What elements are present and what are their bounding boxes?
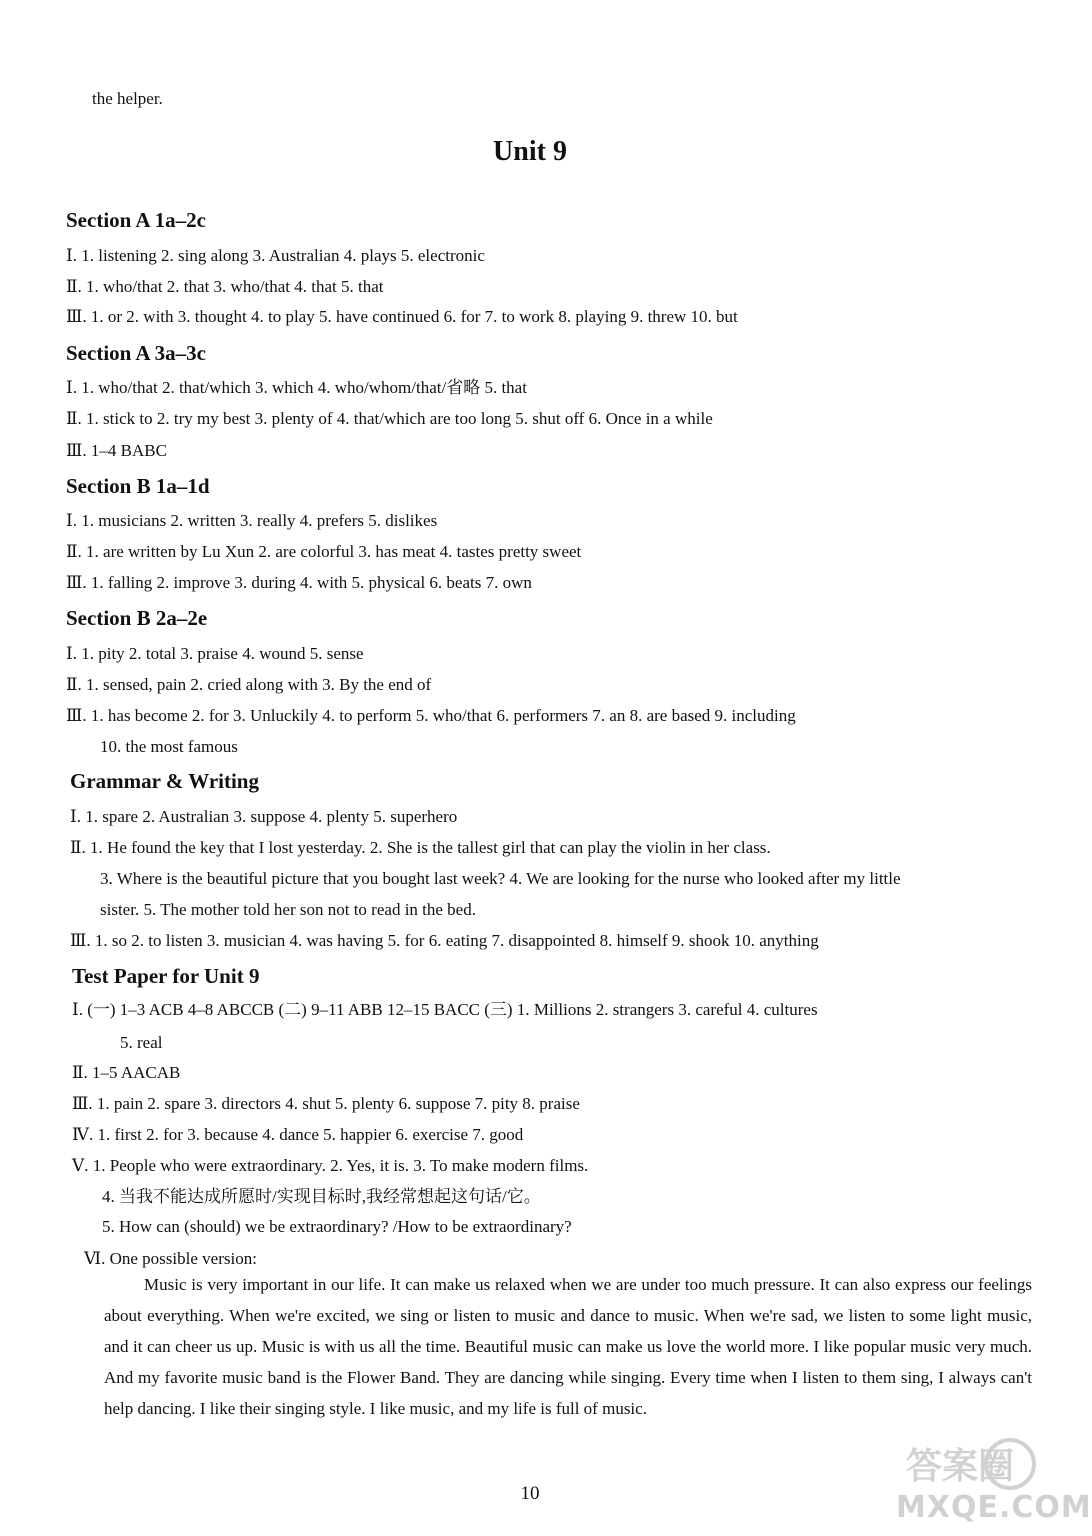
unit-title: Unit 9 (493, 136, 567, 167)
sample-essay: Music is very important in our life. It can make us relaxed when we are under too much pressure. It can also express our feelings about everything. When we're excited, we sing or listen to music and dance to music. When we're sad, we listen to some light music, and it can cheer us up. Music is with us all the time. Beautiful music can make us love the world more. I like popular music very much. And my favorite music band is the Flower Band. They are dancing while singing. Every time when I listen to them sing, I always can't help dancing. I like their singing style. I like music, and my life is full of music. (104, 1275, 1032, 1418)
answer-line: Ⅰ. 1. listening 2. sing along 3. Australian 4. plays 5. electronic (66, 246, 485, 265)
answer-line: 5. real (120, 1033, 163, 1052)
answer-line: Ⅲ. 1. falling 2. improve 3. during 4. with 5. physical 6. beats 7. own (66, 573, 532, 592)
section-heading-b-2a-2e: Section B 2a–2e (66, 606, 208, 630)
answer-line: 4. 当我不能达成所愿时/实现目标时,我经常想起这句话/它。 (102, 1187, 541, 1206)
answer-line: Ⅵ. One possible version: (84, 1249, 257, 1268)
section-heading-grammar-writing: Grammar & Writing (70, 769, 259, 793)
answer-line: Ⅰ. 1. musicians 2. written 3. really 4. prefers 5. dislikes (66, 511, 438, 530)
section-heading-test-paper: Test Paper for Unit 9 (72, 964, 260, 988)
answer-line: Ⅲ. 1. or 2. with 3. thought 4. to play 5. have continued 6. for 7. to work 8. playing 9. threw 10. but (66, 307, 738, 326)
answer-line: 3. Where is the beautiful picture that you bought last week? 4. We are looking for the nurse who looked after my little (100, 869, 901, 888)
answer-line: Ⅰ. 1. pity 2. total 3. praise 4. wound 5. sense (66, 644, 364, 663)
answer-line: Ⅲ. 1. so 2. to listen 3. musician 4. was having 5. for 6. eating 7. disappointed 8. himself 9. shook 10. anything (70, 931, 819, 950)
continued-answer-line: the helper. (92, 89, 163, 108)
answer-line: Ⅱ. 1. who/that 2. that 3. who/that 4. that 5. that (66, 277, 384, 296)
watermark-logo-icon (902, 1436, 1032, 1492)
answer-line: Ⅱ. 1–5 AACAB (72, 1063, 181, 1082)
section-heading-a-1a-2c: Section A 1a–2c (66, 208, 206, 232)
answer-line: Ⅰ. 1. spare 2. Australian 3. suppose 4. plenty 5. superhero (70, 807, 458, 826)
page-number: 10 (520, 1483, 540, 1504)
answer-line: Ⅱ. 1. are written by Lu Xun 2. are colorful 3. has meat 4. tastes pretty sweet (66, 542, 582, 561)
answer-line: Ⅴ. 1. People who were extraordinary. 2. Yes, it is. 3. To make modern films. (72, 1156, 589, 1175)
answer-line: 10. the most famous (100, 737, 238, 756)
answer-line: Ⅲ. 1. has become 2. for 3. Unluckily 4. to perform 5. who/that 6. performers 7. an 8. are based 9. including (66, 706, 796, 725)
answer-line: sister. 5. The mother told her son not to read in the bed. (100, 900, 476, 919)
answer-line: Ⅱ. 1. stick to 2. try my best 3. plenty of 4. that/which are too long 5. shut off 6. Once in a while (66, 409, 713, 428)
watermark-text: MXQE.COM (896, 1490, 1092, 1525)
section-heading-a-3a-3c: Section A 3a–3c (66, 341, 206, 365)
answer-line: Ⅱ. 1. sensed, pain 2. cried along with 3. By the end of (66, 675, 432, 694)
svg-text:答案圈: 答案圈 (906, 1446, 1015, 1487)
answer-line: Ⅰ. (一) 1–3 ACB 4–8 ABCCB (二) 9–11 ABB 12–15 BACC (三) 1. Millions 2. strangers 3. careful 4. cultures (72, 1000, 818, 1019)
answer-line: 5. How can (should) we be extraordinary? /How to be extraordinary? (102, 1217, 572, 1236)
answer-line: Ⅳ. 1. first 2. for 3. because 4. dance 5. happier 6. exercise 7. good (72, 1125, 524, 1144)
answer-line: Ⅱ. 1. He found the key that I lost yesterday. 2. She is the tallest girl that can play the violin in her class. (70, 838, 771, 857)
answer-line: Ⅲ. 1. pain 2. spare 3. directors 4. shut 5. plenty 6. suppose 7. pity 8. praise (72, 1094, 580, 1113)
answer-line: Ⅰ. 1. who/that 2. that/which 3. which 4. who/whom/that/省略 5. that (66, 378, 527, 397)
answer-line: Ⅲ. 1–4 BABC (66, 441, 167, 460)
site-watermark (892, 1432, 1092, 1528)
section-heading-b-1a-1d: Section B 1a–1d (66, 474, 210, 498)
